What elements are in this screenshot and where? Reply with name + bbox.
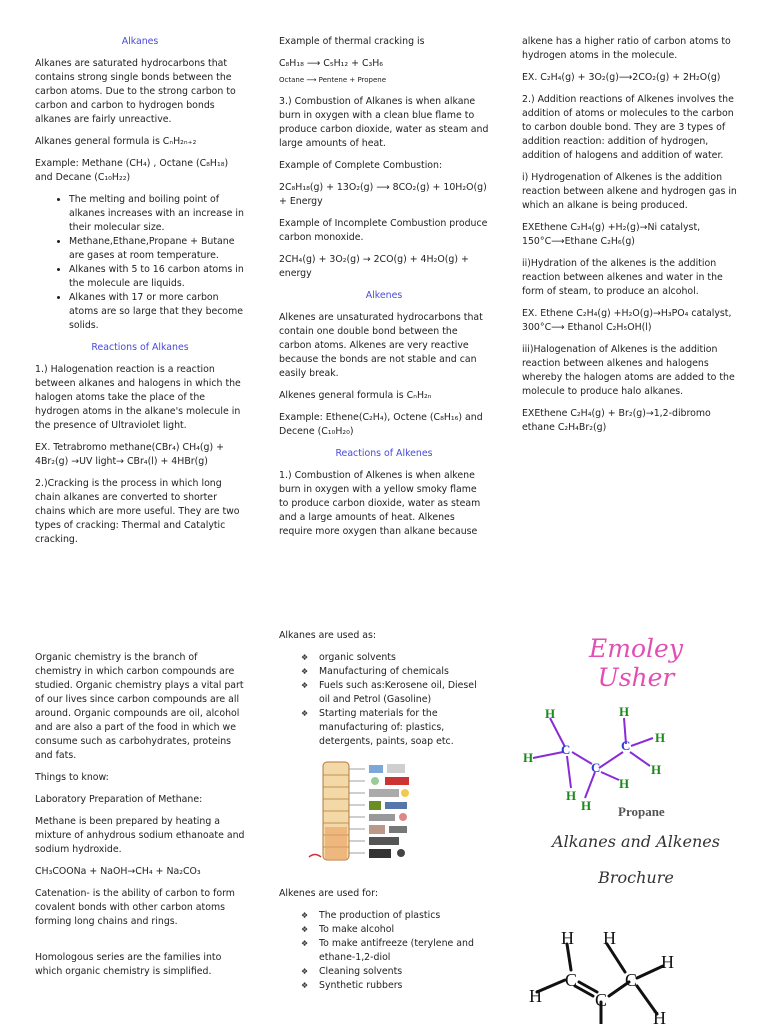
- carbon-atom-label: C: [561, 742, 571, 757]
- alkene-combustion-example: EX. C₂H₄(g) + 3O₂(g)⟶2CO₂(g) + 2H₂O(g): [522, 72, 721, 83]
- list-item: • Alkanes with 5 to 16 carbon atoms in the molecule are liquids.: [69, 263, 245, 291]
- carbon-atom-label: C: [621, 738, 631, 753]
- column-combustion: [279, 35, 489, 547]
- column-addition-reactions: [522, 35, 742, 443]
- author-name: Emoley Usher: [589, 634, 683, 692]
- hydrogen-atom-label: H: [566, 788, 577, 803]
- hydrogen-atom-label: H: [523, 750, 534, 765]
- list-item: ❖ organic solvents: [319, 651, 489, 665]
- catenation-text: Catenation- is the ability of carbon to form covalent bonds with other carbon atoms forming long chains and rings.: [35, 888, 235, 927]
- alkene-combustion-text: 1.) Combustion of Alkenes is when alkene burn in oxygen with a yellow smoky flame to produce carbon dioxide, water as steam and a large amounts of heat. Alkenes require more oxygen than alkane because: [279, 470, 481, 537]
- addition-reactions-text: 2.) Addition reactions of Alkenes involves the addition of atoms or molecules to the carbon to carbon double bond. They are 3 types of addition reaction: addition of hydrogen, addition of halogens and addition of water.: [522, 94, 734, 161]
- brochure-title-line2: Brochure: [598, 868, 674, 887]
- hydrogen-atom-label: H: [653, 1008, 666, 1024]
- reactions-of-alkanes-heading: Reactions of Alkanes: [91, 342, 189, 353]
- alkenes-intro: Alkenes are unsaturated hydrocarbons that contain one double bond between the carbon atoms. Alkenes are very reactive because the bonds are not stable and can easily break.: [279, 312, 483, 379]
- alkenes-uses-title: Alkenes are used for:: [279, 888, 379, 899]
- complete-combustion-title: Example of Complete Combustion:: [279, 160, 443, 171]
- alkanes-example: Example: Methane (CH₄) , Octane (C₈H₁₈) and Decane (C₁₀H₂₂): [35, 158, 229, 183]
- hydration-text: ii)Hydration of the alkenes is the addition reaction between alkenes and water in the form of steam, to produce an alcohol.: [522, 258, 723, 297]
- list-item: • Alkanes with 17 or more carbon atoms are so large that they become solids.: [69, 291, 245, 333]
- cracking-text: 2.)Cracking is the process in which long chain alkanes are converted to shorter chains which are more useful. They are two types of cracking: Thermal and Catalytic cracking.: [35, 478, 240, 545]
- alkanes-heading: Alkanes: [121, 36, 159, 47]
- carbon-atom-label: C: [595, 990, 608, 1010]
- list-item: ❖ Fuels such as:Kerosene oil, Diesel oil and Petrol (Gasoline): [319, 679, 489, 707]
- list-item: • The melting and boiling point of alkanes increases with an increase in their molecular size.: [69, 193, 245, 235]
- lab-preparation-text: Methane is been prepared by heating a mixture of anhydrous sodium ethanoate and sodium hydroxide.: [35, 816, 245, 855]
- alkane-combustion-text: 3.) Combustion of Alkanes is when alkane burn in oxygen with a clean blue flame to produce carbon dioxide, water as steam and large amounts of heat.: [279, 96, 489, 149]
- carbon-atom-label: C: [591, 760, 601, 775]
- list-item: ❖ Manufacturing of chemicals: [319, 665, 489, 679]
- alkenes-example: Example: Ethene(C₂H₄), Octene (C₈H₁₆) and Decene (C₁₀H₂₀): [279, 412, 483, 437]
- fractional-distillation-diagram: [305, 757, 425, 867]
- hydrogen-atom-label: H: [619, 704, 630, 719]
- list-item: • Methane,Ethane,Propane + Butane are gases at room temperature.: [69, 235, 245, 263]
- hydrogen-atom-label: H: [603, 928, 616, 948]
- alkene-combustion-continued: alkene has a higher ratio of carbon atoms to hydrogen atoms in the molecule.: [522, 36, 731, 61]
- propane-molecule-diagram: [515, 700, 705, 819]
- carbon-atom-label: C: [565, 970, 578, 990]
- carbon-atom-label: C: [625, 970, 638, 990]
- organic-chemistry-intro: Organic chemistry is the branch of chemistry in which carbon compounds are studied. Organic chemistry plays a vital part of our lives since carbon compounds are all around. Organic compounds are oil, alcohol and are also a part of the food in which we consume such as carbohydrates, proteins and fats.: [35, 652, 244, 761]
- hydrogen-atom-label: H: [529, 986, 542, 1006]
- hydrogenation-example: EXEthene C₂H₄(g) +H₂(g)→Ni catalyst, 150°C⟶Ethane C₂H₆(g): [522, 222, 701, 247]
- column-alkanes: [35, 35, 245, 555]
- alkanes-uses-title: Alkanes are used as:: [279, 630, 377, 641]
- column-organic-chemistry: [35, 651, 245, 987]
- alkenes-heading: Alkenes: [365, 290, 403, 301]
- hydrogen-atom-label: H: [661, 952, 674, 972]
- things-to-know: Things to know:: [35, 772, 109, 783]
- propane-label: Propane: [618, 804, 665, 819]
- hydrogen-atom-label: H: [655, 730, 666, 745]
- hydrogenation-text: i) Hydrogenation of Alkenes is the addition reaction between alkene and hydrogen gas in which an alkane is being produced.: [522, 172, 737, 211]
- lab-preparation-title: Laboratory Preparation of Methane:: [35, 794, 203, 805]
- lab-preparation-equation: CH₃COONa + NaOH→CH₄ + Na₂CO₃: [35, 866, 201, 877]
- complete-combustion-equation: 2C₈H₁₈(g) + 13O₂(g) ⟶ 8CO₂(g) + 10H₂O(g) + Energy: [279, 182, 487, 207]
- alkanes-uses-list: [299, 651, 489, 749]
- reactions-of-alkenes-heading: Reactions of Alkenes: [335, 448, 433, 459]
- alkene-halogenation-text: iii)Halogenation of Alkenes is the addition reaction between alkenes and halogens whereby the halogen atoms are added to the molecule to produce halo alkanes.: [522, 344, 735, 397]
- alkenes-formula: Alkenes general formula is CₙH₂ₙ: [279, 390, 432, 401]
- list-item: ❖ The production of plastics: [319, 909, 489, 923]
- halogenation-text: 1.) Halogenation reaction is a reaction between alkanes and halogens in which the halogen atoms take the place of the hydrogen atoms in the alkane's molecule in the presence of Ultraviolet light.: [35, 364, 241, 431]
- hydration-example: EX. Ethene C₂H₄(g) +H₂O(g)→H₃PO₄ catalyst, 300°C⟶ Ethanol C₂H₅OH(l): [522, 308, 732, 333]
- hydrogen-atom-label: H: [651, 762, 662, 777]
- thermal-cracking-words: Octane ⟶ Pentene + Propene: [279, 76, 387, 84]
- brochure-title-line1: Alkanes and Alkenes: [552, 832, 720, 851]
- incomplete-combustion-equation: 2CH₄(g) + 3O₂(g) → 2CO(g) + 4H₂O(g) + energy: [279, 254, 469, 279]
- incomplete-combustion-title: Example of Incomplete Combustion produce carbon monoxide.: [279, 218, 488, 243]
- list-item: ❖ Starting materials for the manufacturing of: plastics, detergents, paints, soap etc.: [319, 707, 489, 749]
- hydrogen-atom-label: H: [545, 706, 556, 721]
- halogenation-example: EX. Tetrabromo methane(CBr₄) CH₄(g) + 4Br₂(g) →UV light→ CBr₄(l) + 4HBr(g): [35, 442, 224, 467]
- alkanes-intro: Alkanes are saturated hydrocarbons that contains strong single bonds between the carbon atoms. Due to the strong carbon to carbon and carbon to hydrogen bonds alkanes are fairly unreactive.: [35, 58, 236, 125]
- thermal-cracking-equation: C₈H₁₈ ⟶ C₅H₁₂ + C₃H₆: [279, 58, 384, 69]
- alkanes-formula: Alkanes general formula is CₙH₂ₙ₊₂: [35, 136, 197, 147]
- hydrogen-atom-label: H: [619, 776, 630, 791]
- list-item: ❖ To make antifreeze (terylene and ethane-1,2-diol: [319, 937, 489, 965]
- hydrogen-atom-label: H: [581, 798, 592, 813]
- ethene-molecule-diagram: [525, 930, 675, 1024]
- hydrogen-atom-label: H: [561, 928, 574, 948]
- thermal-cracking-title: Example of thermal cracking is: [279, 36, 425, 47]
- alkanes-properties-list: [35, 193, 245, 333]
- alkenes-uses-list: [299, 909, 489, 993]
- column-uses: [279, 629, 489, 1001]
- alkene-halogenation-example: EXEthene C₂H₄(g) + Br₂(g)→1,2-dibromo ethane C₂H₄Br₂(g): [522, 408, 711, 433]
- list-item: ❖ Synthetic rubbers: [319, 979, 489, 993]
- list-item: ❖ Cleaning solvents: [319, 965, 489, 979]
- list-item: ❖ To make alcohol: [319, 923, 489, 937]
- homologous-series-text: Homologous series are the families into which organic chemistry is simplified.: [35, 952, 222, 977]
